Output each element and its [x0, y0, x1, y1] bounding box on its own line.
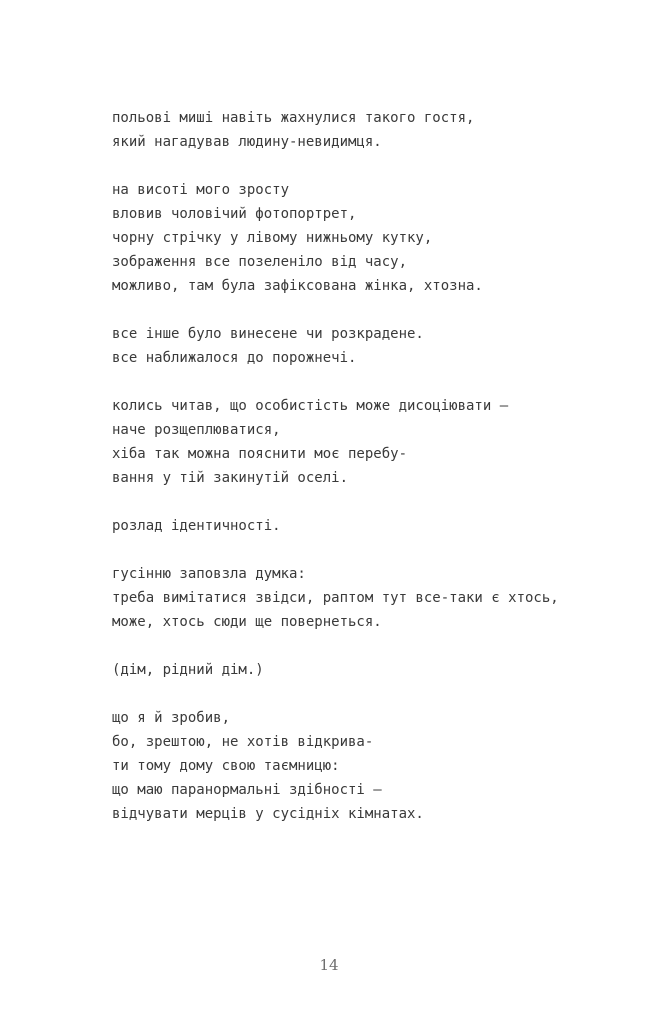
poem-line: колись читав, що особистість може дисоціювати –	[112, 398, 509, 414]
poem-line: який нагадував людину-невидимця.	[112, 134, 382, 150]
poem-line: гусінню заповзла думка:	[112, 566, 306, 582]
poem-line: все наближалося до порожнечі.	[112, 350, 357, 366]
poem-line: чорну стрічку у лівому нижньому кутку,	[112, 230, 433, 246]
poem-line: що маю паранормальні здібності –	[112, 782, 382, 798]
poem-line: ти тому дому свою таємницю:	[112, 758, 340, 774]
poem-line: наче розщеплюватися,	[112, 422, 281, 438]
poem-line: розлад ідентичності.	[112, 518, 281, 534]
stanza	[112, 106, 632, 154]
stanza	[112, 322, 632, 370]
poem-line: вловив чоловічий фотопортрет,	[112, 206, 357, 222]
stanza	[112, 514, 632, 538]
stanza	[112, 706, 632, 826]
poem-line: все інше було винесене чи розкрадене.	[112, 326, 424, 342]
stanza	[112, 178, 632, 298]
poem-text	[112, 106, 632, 850]
stanza	[112, 394, 632, 490]
poem-line: на висоті мого зросту	[112, 182, 290, 198]
poem-line: польові миші навіть жахнулися такого гостя,	[112, 110, 475, 126]
poem-line: що я й зробив,	[112, 710, 231, 726]
poem-line: бо, зрештою, не хотів відкрива-	[112, 734, 374, 750]
poem-line: вання у тій закинутій оселі.	[112, 470, 349, 486]
poem-line: може, хтось сюди ще повернеться.	[112, 614, 382, 630]
poem-line: (дім, рідний дім.)	[112, 662, 264, 678]
poem-line: треба вимітатися звідси, раптом тут все-таки є хтось,	[112, 590, 559, 606]
poem-line: хіба так можна пояснити моє перебу-	[112, 446, 408, 462]
stanza	[112, 658, 632, 682]
poem-line: можливо, там була зафіксована жінка, хтозна.	[112, 278, 483, 294]
page-number: 14	[319, 956, 339, 974]
poem-line: зображення все позеленіло від часу,	[112, 254, 408, 270]
poem-line: відчувати мерців у сусідніх кімнатах.	[112, 806, 424, 822]
stanza	[112, 562, 632, 634]
